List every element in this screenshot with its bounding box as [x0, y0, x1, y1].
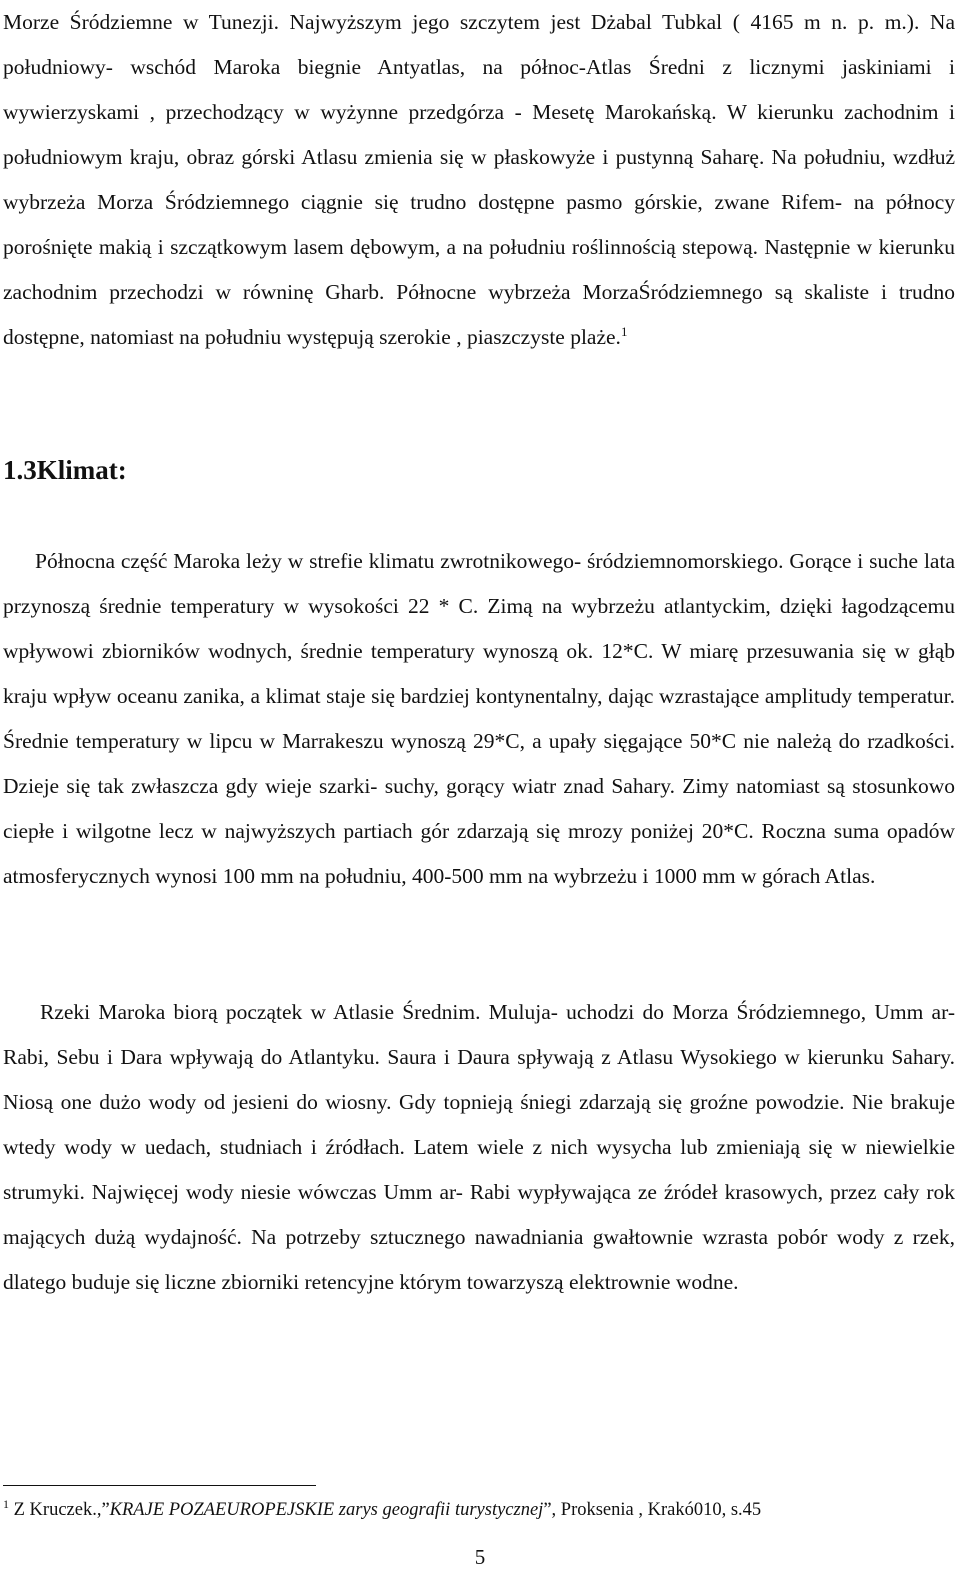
- paragraph-geography: [3, 0, 955, 360]
- footnote-reference: 1: [620, 323, 628, 339]
- paragraph-rivers: [3, 990, 955, 1305]
- section-heading-climate: 1.3Klimat:: [3, 455, 127, 485]
- footnote-author: Z Kruczek.,”: [9, 1500, 110, 1520]
- footnote-title: KRAJE POZAEUROPEJSKIE zarys geografii turystycznej: [109, 1500, 544, 1520]
- paragraph-climate: [3, 539, 955, 899]
- footnote-publisher: ”, Proksenia , Krakó010, s.45: [543, 1500, 762, 1520]
- paragraph-rivers-text: Rzeki Maroka biorą początek w Atlasie Średnim. Muluja- uchodzi do Morza Śródziemnego, Umm ar- Rabi, Sebu i Dara wpływają do Atlantyku. Saura i Daura spływają z Atlasu Wysokiego w kierunku Sahary. Niosą one dużo wody od jesieni do wiosny. Gdy topnieją śniegi zdarzają się groźne powodzie. Nie brakuje wtedy wody w uedach, studniach i źródłach. Latem wiele z nich wysycha lub zmieniają się w niewielkie strumyki. Najwięcej wody niesie wówczas Umm ar- Rabi wypływająca ze źródeł krasowych, przez cały rok mających dużą wydajność. Na potrzeby sztucznego nawadniania gwałtownie wzrasta pobór wody z rzek, dlatego buduje się liczne zbiorniki retencyjne którym towarzyszą elektrownie wodne.: [3, 1000, 955, 1294]
- footnote-separator: [3, 1485, 316, 1486]
- paragraph-climate-text: Północna część Maroka leży w strefie klimatu zwrotnikowego- śródziemnomorskiego. Gorące i suche lata przynoszą średnie temperatury w wysokości 22 * C. Zimą na wybrzeżu atlantyckim, dzięki łagodzącemu wpływowi zbiorników wodnych, średnie temperatury wynoszą ok. 12*C. W miarę przesuwania się w głąb kraju wpływ oceanu zanika, a klimat staje się bardziej kontynentalny, dając wzrastające amplitudy temperatur. Średnie temperatury w lipcu w Marrakeszu wynoszą 29*C, a upały sięgające 50*C nie należą do rzadkości. Dzieje się tak zwłaszcza gdy wieje szarki- suchy, gorący wiatr znad Sahary. Zimy natomiast są stosunkowo ciepłe i wilgotne lecz w najwyższych partiach gór zdarzają się mrozy poniżej 20*C. Roczna suma opadów atmosferycznych wynosi 100 mm na południu, 400-500 mm na wybrzeżu i 1000 mm w górach Atlas.: [3, 549, 955, 888]
- footnote-number: 1: [3, 1496, 9, 1511]
- paragraph-geography-text: Morze Śródziemne w Tunezji. Najwyższym jego szczytem jest Dżabal Tubkal ( 4165 m n. p. m.). Na południowy- wschód Maroka biegnie Antyatlas, na północ-Atlas Średni z licznymi jaskiniami i wywierzyskami , przechodzący w wyżynne przedgórza - Mesetę Marokańską. W kierunku zachodnim i południowym kraju, obraz górski Atlasu zmienia się w płaskowyże i pustynną Saharę. Na południu, wzdłuż wybrzeża Morza Śródziemnego ciągnie się trudno dostępne pasmo górskie, zwane Rifem- na północy porośnięte makią i szczątkowym lasem dębowym, a na południu roślinnością stepową. Następnie w kierunku zachodnim przechodzi w równinę Gharb. Północne wybrzeża MorzaŚródziemnego są skaliste i trudno dostępne, natomiast na południu występują szerokie , piaszczyste plaże.: [3, 10, 955, 349]
- page-number: 5: [474, 1545, 486, 1569]
- footnote: [3, 1496, 955, 1524]
